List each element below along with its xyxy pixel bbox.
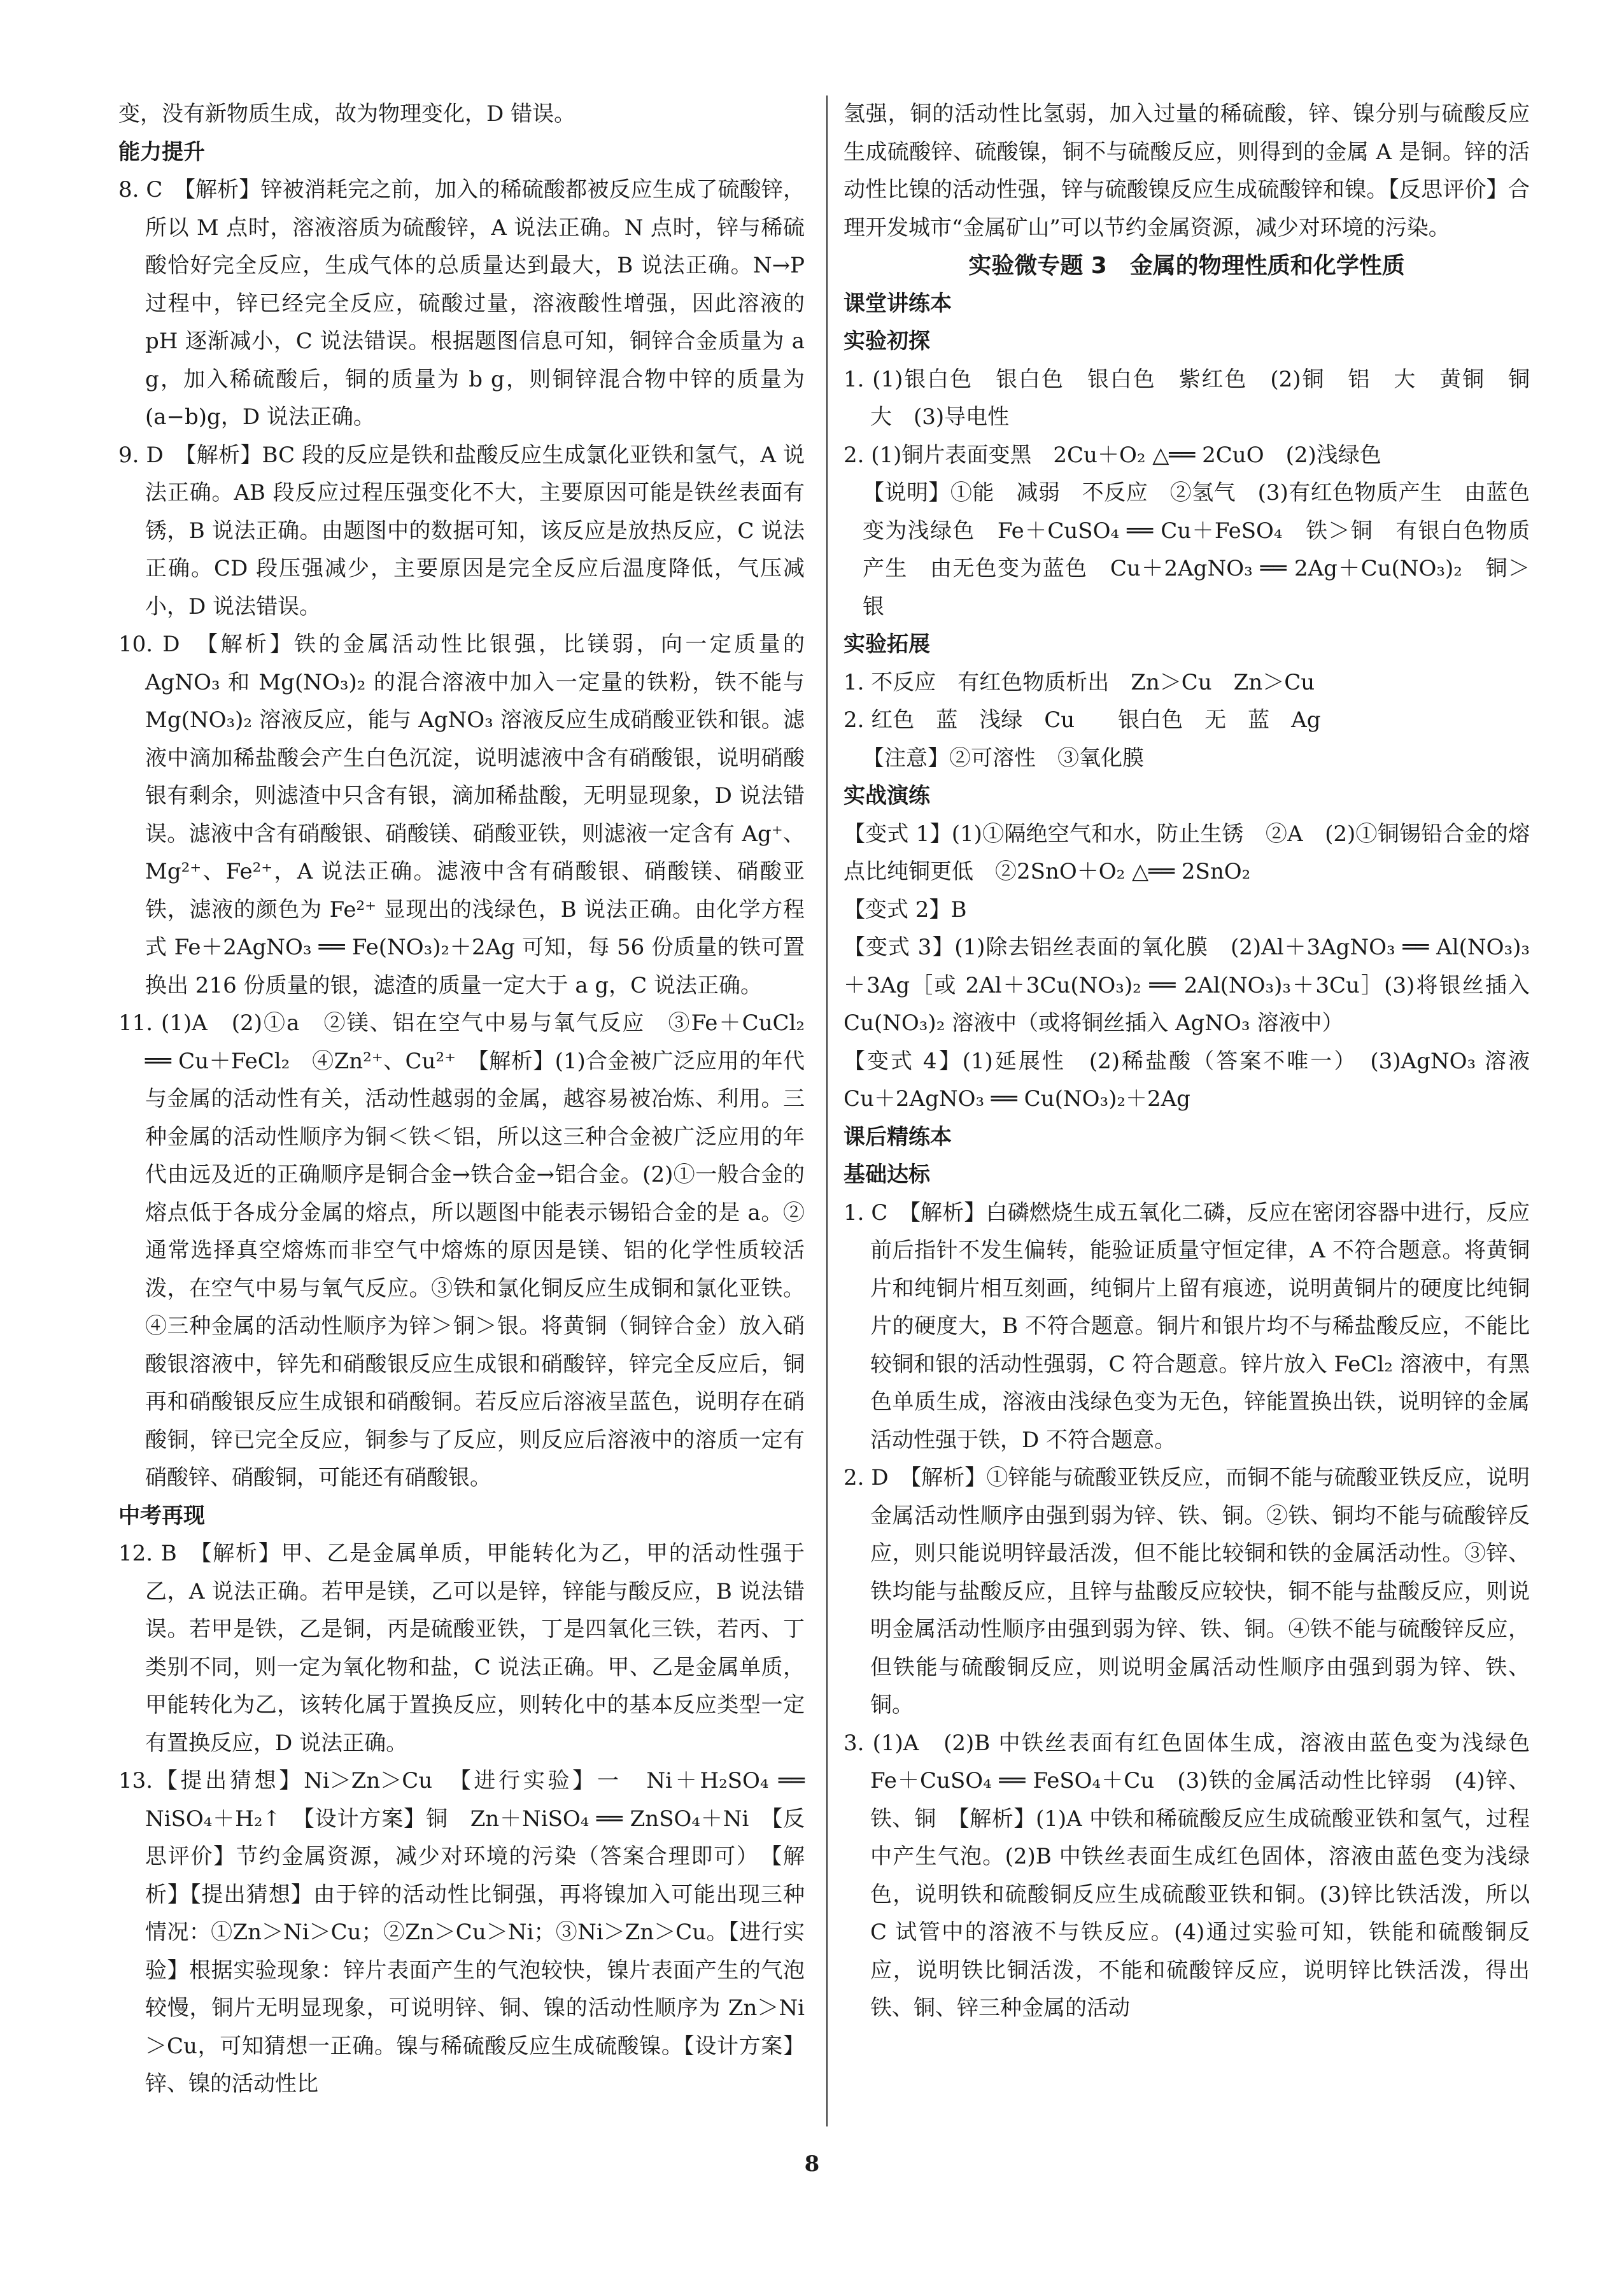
answer-paragraph: 【注意】②可溶性 ③氧化膜 bbox=[863, 745, 1144, 771]
section-heading: 课后精练本 bbox=[844, 1124, 952, 1150]
answer-paragraph: 2. (1)铜片表面变黑 2Cu＋O₂ △══ 2CuO (2)浅绿色 bbox=[844, 442, 1381, 468]
section-heading: 基础达标 bbox=[844, 1162, 930, 1187]
section-heading: 实验初探 bbox=[844, 329, 930, 354]
answer-paragraph: 8. C 【解析】锌被消耗完之前，加入的稀硫酸都被反应生成了硫酸锌，所以 M 点时，溶液溶质为硫酸锌，A 说法正确。N 点时，锌与稀硫酸恰好完全反应，生成气体的总质量达到最大，B 说法正确。N→P 过程中，锌已经完全反应，硫酸过量，溶液酸性增强，因此溶液的 pH 逐渐减小，C 说法错误。根据题图信息可知，铜锌合金质量为 a g，加入稀硫酸后，铜的质量为 b g，则铜锌混合物中锌的质量为(a−b)g，D 说法正确。 bbox=[118, 177, 805, 430]
right-column bbox=[844, 96, 1551, 2028]
answer-paragraph: 变，没有新物质生成，故为物理变化，D 错误。 bbox=[118, 101, 576, 127]
section-heading: 中考再现 bbox=[118, 1503, 205, 1529]
answer-paragraph: 【说明】①能 减弱 不反应 ②氢气 (3)有红色物质产生 由蓝色变为浅绿色 Fe＋CuSO₄ ══ Cu＋FeSO₄ 铁＞铜 有银白色物质产生 由无色变为蓝色 Cu＋2AgNO₃ ══ 2Ag＋Cu(NO₃)₂ 铜＞银 bbox=[863, 480, 1530, 619]
page-number: 8 bbox=[804, 2151, 820, 2177]
answer-paragraph: 【变式 4】(1)延展性 (2)稀盐酸（答案不唯一） (3)AgNO₃ 溶液 Cu＋2AgNO₃ ══ Cu(NO₃)₂＋2Ag bbox=[844, 1048, 1551, 1112]
answer-paragraph: 11. (1)A (2)①a ②镁、铝在空气中易与氧气反应 ③Fe＋CuCl₂ ══ Cu＋FeCl₂ ④Zn²⁺、Cu²⁺ 【解析】(1)合金被广泛应用的年代与金属的活动性有关，活动性越弱的金属，越容易被冶炼、利用。三种金属的活动性顺序为铜＜铁＜铝，所以这三种合金被广泛应用的年代由远及近的正确顺序是铜合金→铁合金→铝合金。(2)①一般合金的熔点低于各成分金属的熔点，所以题图中能表示锡铅合金的是 a。②通常选择真空熔炼而非空气中熔炼的原因是镁、铝的化学性质较活泼，在空气中易与氧气反应。③铁和氯化铜反应生成铜和氯化亚铁。④三种金属的活动性顺序为锌＞铜＞银。将黄铜（铜锌合金）放入硝酸银溶液中，锌先和硝酸银反应生成银和硝酸锌，锌完全反应后，铜再和硝酸银反应生成银和硝酸铜。若反应后溶液呈蓝色，说明存在硝酸铜，锌已完全反应，铜参与了反应，则反应后溶液中的溶质一定有硝酸锌、硝酸铜，可能还有硝酸银。 bbox=[118, 1010, 805, 1490]
answer-paragraph: 13.【提出猜想】Ni＞Zn＞Cu 【进行实验】一 Ni＋H₂SO₄ ══ NiSO₄＋H₂↑ 【设计方案】铜 Zn＋NiSO₄ ══ ZnSO₄＋Ni 【反思评价】节约金属资源，减少对环境的污染（答案合理即可） 【解析】【提出猜想】由于锌的活动性比铜强，再将镍加入可能出现三种情况：①Zn＞Ni＞Cu；②Zn＞Cu＞Ni；③Ni＞Zn＞Cu。【进行实验】根据实验现象：锌片表面产生的气泡较快，镍片表面产生的气泡较慢，铜片无明显现象，可说明锌、铜、镍的活动性顺序为 Zn＞Ni＞Cu，可知猜想一正确。镍与稀硫酸反应生成硫酸镍。【设计方案】锌、镍的活动性比 bbox=[118, 1768, 805, 2097]
section-heading: 课堂讲练本 bbox=[844, 290, 952, 316]
topic-title: 实验微专题 3 金属的物理性质和化学性质 bbox=[968, 253, 1405, 279]
answer-paragraph: 12. B 【解析】甲、乙是金属单质，甲能转化为乙，甲的活动性强于乙，A 说法正确。若甲是镁，乙可以是锌，锌能与酸反应，B 说法错误。若甲是铁，乙是铜，丙是硫酸亚铁，丁是四氧化三铁，若丙、丁类别不同，则一定为氧化物和盐，C 说法正确。甲、乙是金属单质，甲能转化为乙，该转化属于置换反应，则转化中的基本反应类型一定有置换反应，D 说法正确。 bbox=[118, 1541, 805, 1756]
answer-paragraph: 氢强，铜的活动性比氢弱，加入过量的稀硫酸，锌、镍分别与硫酸反应生成硫酸锌、硫酸镍，铜不与硫酸反应，则得到的金属 A 是铜。锌的活动性比镍的活动性强，锌与硫酸镍反应生成硫酸锌和镍。【反思评价】合理开发城市“金属矿山”可以节约金属资源，减少对环境的污染。 bbox=[844, 101, 1530, 241]
section-heading: 实验拓展 bbox=[844, 632, 930, 657]
answer-paragraph: 1. 不反应 有红色物质析出 Zn＞Cu Zn＞Cu bbox=[844, 669, 1315, 695]
answer-paragraph: 【变式 2】B bbox=[844, 896, 967, 923]
answer-paragraph: 1. (1)银白色 银白色 银白色 紫红色 (2)铜 铝 大 黄铜 铜 大 (3)导电性 bbox=[844, 366, 1551, 430]
left-column bbox=[118, 96, 805, 2104]
answer-paragraph: 10. D 【解析】铁的金属活动性比银强，比镁弱，向一定质量的 AgNO₃ 和 Mg(NO₃)₂ 的混合溶液中加入一定量的铁粉，铁不能与 Mg(NO₃)₂ 溶液反应，能与 AgNO₃ 溶液反应生成硝酸亚铁和银。滤液中滴加稀盐酸会产生白色沉淀，说明滤液中含有硝酸银，说明硝酸银有剩余，则滤渣中只含有银，滴加稀盐酸，无明显现象，D 说法错误。滤液中含有硝酸银、硝酸镁、硝酸亚铁，则滤液一定含有 Ag⁺、Mg²⁺、Fe²⁺，A 说法正确。滤液中含有硝酸银、硝酸镁、硝酸亚铁，滤液的颜色为 Fe²⁺ 显现出的浅绿色，B 说法正确。由化学方程式 Fe＋2AgNO₃ ══ Fe(NO₃)₂＋2Ag 可知，每 56 份质量的铁可置换出 216 份质量的银，滤渣的质量一定大于 a g，C 说法正确。 bbox=[118, 632, 805, 998]
section-heading: 实战演练 bbox=[844, 783, 930, 809]
answer-paragraph: 2. 红色 蓝 浅绿 Cu 银白色 无 蓝 Ag bbox=[844, 707, 1321, 733]
answer-paragraph: 【变式 3】(1)除去铝丝表面的氧化膜 (2)Al＋3AgNO₃ ══ Al(NO₃)₃＋3Ag［或 2Al＋3Cu(NO₃)₂ ══ 2Al(NO₃)₃＋3Cu］(3)将银丝插入 Cu(NO₃)₂ 溶液中（或将铜丝插入 AgNO₃ 溶液中） bbox=[844, 935, 1530, 1036]
answer-paragraph: 【变式 1】(1)①隔绝空气和水，防止生锈 ②A (2)①铜锡铅合金的熔点比纯铜更低 ②2SnO＋O₂ △══ 2SnO₂ bbox=[844, 821, 1530, 884]
answer-paragraph: 3. (1)A (2)B 中铁丝表面有红色固体生成，溶液由蓝色变为浅绿色 Fe＋CuSO₄ ══ FeSO₄＋Cu (3)铁的金属活动性比锌弱 (4)锌、铁、铜 【解析】(1)A 中铁和稀硫酸反应生成硫酸亚铁和氢气，过程中产生气泡。(2)B 中铁丝表面生成红色固体，溶液由蓝色变为浅绿色，说明铁和硫酸铜反应生成硫酸亚铁和铜。(3)锌比铁活泼，所以 C 试管中的溶液不与铁反应。(4)通过实验可知，铁能和硫酸铜反应，说明铁比铜活泼，不能和硫酸锌反应，说明锌比铁活泼，得出铁、铜、锌三种金属的活动 bbox=[844, 1730, 1551, 2021]
answer-paragraph: 1. C 【解析】白磷燃烧生成五氧化二磷，反应在密闭容器中进行，反应前后指针不发生偏转，能验证质量守恒定律，A 不符合题意。将黄铜片和纯铜片相互刻画，纯铜片上留有痕迹，说明黄铜片的硬度比纯铜片的硬度大，B 不符合题意。铜片和银片均不与稀盐酸反应，不能比较铜和银的活动性强弱，C 符合题意。锌片放入 FeCl₂ 溶液中，有黑色单质生成，溶液由浅绿色变为无色，锌能置换出铁，说明锌的金属活动性强于铁，D 不符合题意。 bbox=[844, 1199, 1530, 1453]
column-divider bbox=[826, 96, 828, 2126]
answer-paragraph: 9. D 【解析】BC 段的反应是铁和盐酸反应生成氯化亚铁和氢气，A 说法正确。AB 段反应过程压强变化不大，主要原因可能是铁丝表面有锈，B 说法正确。由题图中的数据可知，该反应是放热反应，C 说法正确。CD 段压强减少，主要原因是完全反应后温度降低，气压减小，D 说法错误。 bbox=[118, 442, 805, 619]
section-heading: 能力提升 bbox=[118, 139, 205, 165]
answer-paragraph: 2. D 【解析】①锌能与硫酸亚铁反应，而铜不能与硫酸亚铁反应，说明金属活动性顺序由强到弱为锌、铁、铜。②铁、铜均不能与硫酸锌反应，则只能说明锌最活泼，但不能比较铜和铁的金属活动性。③锌、铁均能与盐酸反应，且锌与盐酸反应较快，铜不能与盐酸反应，则说明金属活动性顺序由强到弱为锌、铁、铜。④铁不能与硫酸锌反应，但铁能与硫酸铜反应，则说明金属活动性顺序由强到弱为锌、铁、铜。 bbox=[844, 1465, 1530, 1718]
